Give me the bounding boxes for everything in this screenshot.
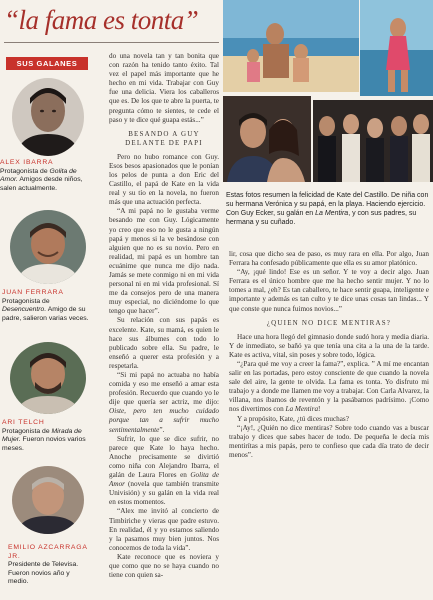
headline-rule <box>4 42 219 43</box>
paragraph: “¿Para qué me voy a creer la fama?”, explica. ” A mí me encantan salir en las portadas, pero estoy consciente de que cuando la novela sale del aire, la gente te olvida. La fama es tonta. Yo disfruto mi trabajo y a donde me llamen me voy a trabajar. Con Carla Alvarez, la villana, nos íbamos de reventón y la pasábamos padrísimo. ¡Como nos divertimos con La Mentira! <box>229 359 429 414</box>
paragraph: Pero no hubo romance con Guy. Esos besos apasionados que le ponían los pelos de punta a don Eric del Castillo, el papá de Kate en la vida real y su tío en la novela, no fueron más que una actuación perfecta. <box>109 152 219 207</box>
paragraph: do una novela tan y tan bonita que con razón ha tenido tanto éxito. Tal vez el papel más importante que he hecho en mi vida. Trabajar con Guy fue una delicia. Viera los caballeros que es. De los que te abre la puerta, te pregunta cómo te sientes, te cede el paso y te dice qué guapa estás...” <box>109 52 219 124</box>
photo-exercise <box>360 0 433 96</box>
paragraph: Su relación con sus papás es excelente. Kate, su mamá, es quien le hace sus álbumes con todo lo publicado sobre ella. Su padre, le enseñó a querer esta profesión y a respetarla. <box>109 316 219 370</box>
paragraph: “Si mi papá no actuaba no había comida y eso me enseñó a amar esta profesión. Recuerdo que cuando yo le dije que quería ser actriz, me dijo: Oiste, pero ten mucho cuidado porque tan a sufrir mucho sentimentalmente”. <box>109 371 219 434</box>
paragraph: “Alex me invitó al concierto de Timbiriche y vieras que padre estuvo. En realidad, él y yo estamos saliendo y la pasamos muy bien juntos. Nos conocemos de toda la vida”. <box>109 507 219 552</box>
paragraph: Kate reconoce que es noviera y que como que no se haya cuando no tiene con quien sa- <box>109 552 219 580</box>
paragraph: “Ay, ¡qué lindo! Ese es un señor. Y te voy a decir algo. Juan Ferrara es el único hombre que me ha hecho sentir mujer. Y no lo tomes a mal, ¿eh? Es tan caballero, te hace sentir guapa, inteligente e importante y además es tan culto y te dice unas cosas tan lindas... Y que conste que nunca fuimos novios...” <box>229 268 429 313</box>
caption-emilio-azcarraga: EMILIO AZCARRAGA JR. Presidente de Televisa. Fueron novios año y medio. <box>8 544 88 586</box>
paragraph: “A mi papá no le gustaba verme besando me con Guy. Lógicamente yo creo que eso no le gusta a ningún papá y menos si la ve besándose con alguien que no es su novio. Pero en realidad, mi papá es un hombre tan ecuánime que nunca me dijo nada. Jamás se mete conmigo ni en mi vida personal ni en mi vida profesional. Sí me da consejos pero de una manera muy especial, no diciéndome lo que tengo que hacer”. <box>109 207 219 316</box>
galan-name: ARI TELCH <box>2 419 45 426</box>
paragraph: “¡Ay!, ¿Quién no dice mentiras? Sobre todo cuando vas a buscar trabajo y dices que sabes hacer de todo. De pequeña le decía mis mentirítas a mis papás, pero te confieso que cada día trato de decir menos”. <box>229 423 429 459</box>
galan-name: EMILIO AZCARRAGA JR. <box>8 544 88 560</box>
portrait-ari-telch <box>10 342 86 414</box>
photo-beach <box>223 0 359 92</box>
portrait-emilio-azcarraga <box>12 466 84 534</box>
caption-ari-telch: ARI TELCH Protagonista de Mirada de Mujer. Fueron novios varios meses. <box>2 419 90 453</box>
section-subhead: ¿QUIEN NO DICE MENTIRAS? <box>266 318 392 327</box>
caption-juan-ferrara: JUAN FERRARA Protagonista de Desencuentro. Amigo de su padre, salieron varias veces. <box>2 289 89 322</box>
photo-guy-ecker <box>223 96 311 182</box>
caption-alex-ibarra: ALEX IBARRA Protagonista de Golita de Amor. Amigos desde niños, salen actualmente. <box>0 159 92 193</box>
section-subhead: BESANDO A GUY DELANTE DE PAPI <box>125 129 203 147</box>
paragraph: lir, cosa que dicho sea de paso, es muy rara en ella. Por algo, Juan Ferrara ha confesado públicamente que ella es su amor platónico. <box>229 250 429 268</box>
paragraph: Y a propósito, Kate, ¿tú dices muchas? <box>237 414 349 423</box>
portrait-alex-ibarra <box>12 78 84 156</box>
galan-name: JUAN FERRARA <box>2 289 64 296</box>
photo-family <box>313 100 433 182</box>
paragraph: Hace una hora llegó del gimnasio donde sudó hora y media diaria. Y de inmediato, se bañó ya que tenía una cita a la una de la tarde. Kate es activa, vital, sin poses y sobre todo, lógica. <box>229 332 429 359</box>
portrait-juan-ferrara <box>10 210 86 284</box>
article-column-2 <box>229 250 429 460</box>
paragraph: Sufrir, lo que se dice sufrir, no parece que Kate lo haya hecho. Anoche precisamente se divirtió como niña con Alejandro Ibarra, el galán de Laura Flores en Golita de Amor (novela que también transmite Univisión) y su galán en la vida real en estos momentos. <box>109 434 220 507</box>
article-headline: “la fama es tonta” <box>4 5 199 35</box>
galan-name: ALEX IBARRA <box>0 159 54 166</box>
photo-caption: Estas fotos resumen la felicidad de Kate del Castillo. De niña con su hermana Verónica y su papá, en la playa. Haciendo ejercicio. Con Guy Ecker, su galán en La Mentira, y con sus padres, su hermana y su cuñado. <box>226 192 429 226</box>
sidebar-band: SUS GALANES <box>6 57 88 70</box>
article-column-1 <box>109 52 219 580</box>
